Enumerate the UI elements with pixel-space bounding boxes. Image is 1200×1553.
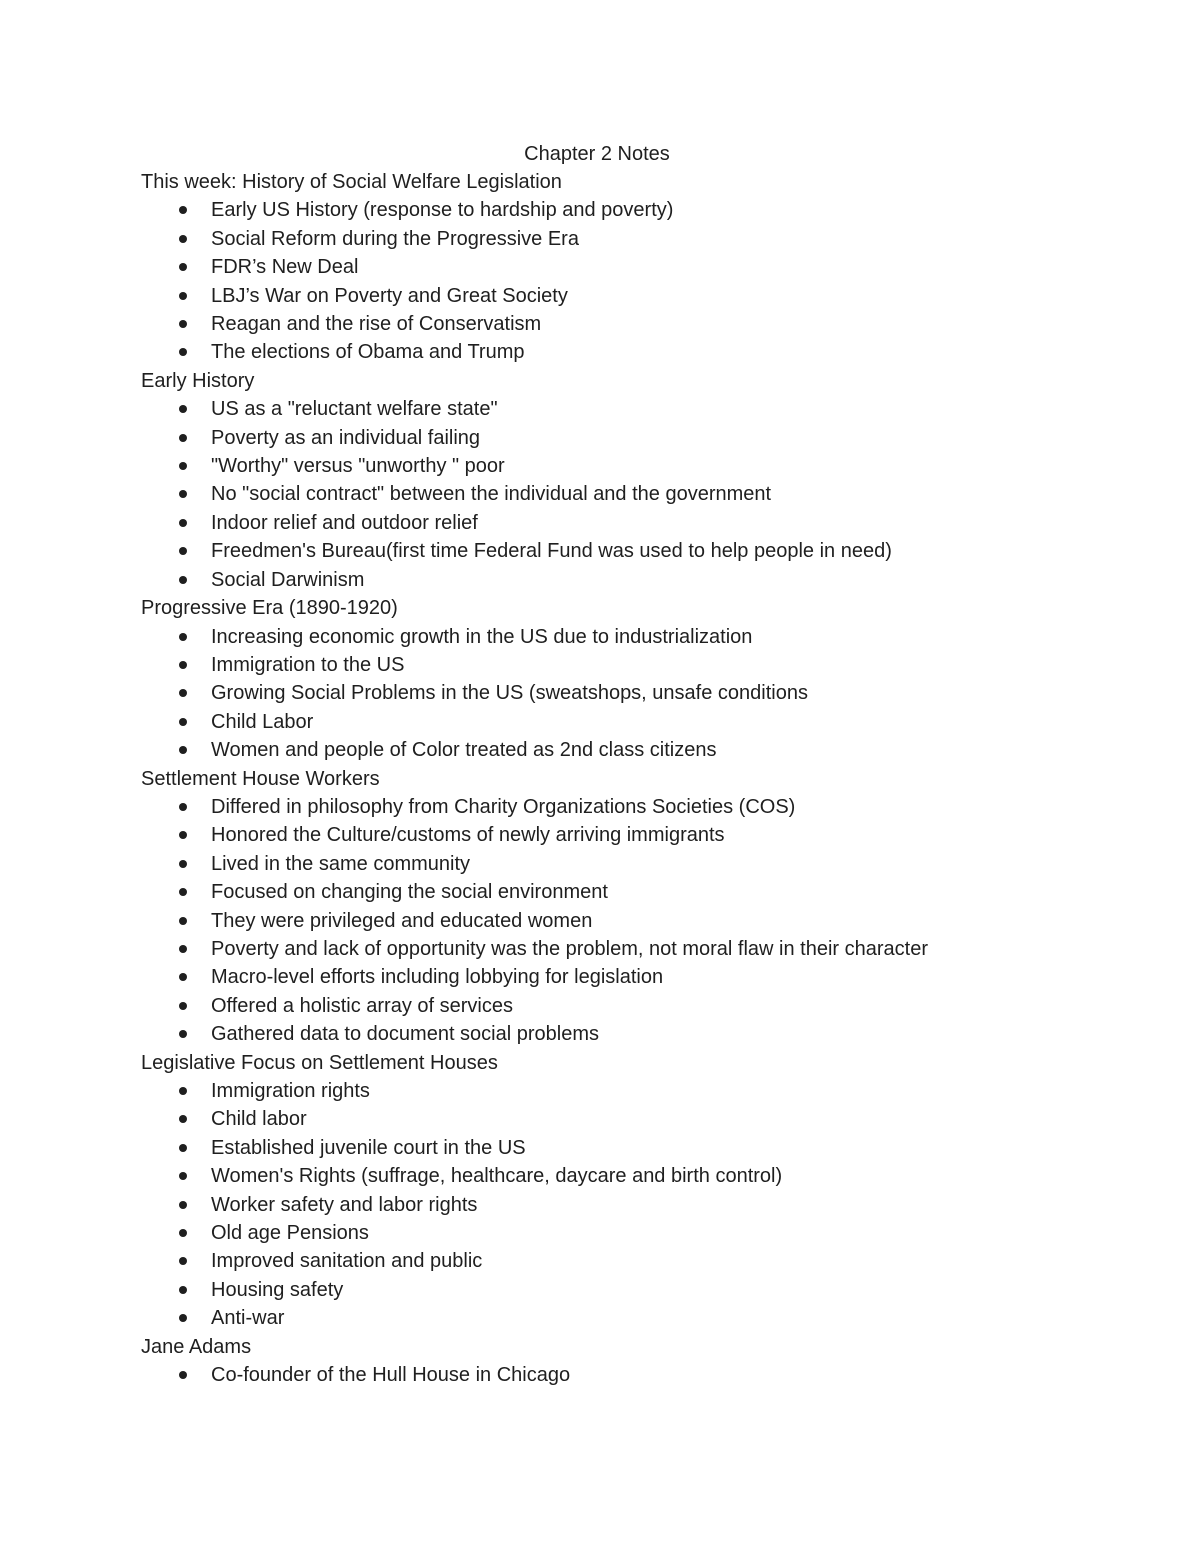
bullet-dot-icon xyxy=(179,576,187,584)
list-item xyxy=(141,679,1141,707)
bullet-dot-icon xyxy=(179,206,187,214)
list-item-text: Improved sanitation and public xyxy=(211,1250,483,1273)
bullet-dot-icon xyxy=(179,1030,187,1038)
section-heading: Settlement House Workers xyxy=(141,767,380,790)
bullet-dot-icon xyxy=(179,1371,187,1379)
bullet-dot-icon xyxy=(179,718,187,726)
list-item xyxy=(141,850,1141,878)
list-item xyxy=(141,1020,1141,1048)
list-item-text: Increasing economic growth in the US due to industrialization xyxy=(211,625,753,648)
bullet-list xyxy=(141,1361,1141,1389)
list-item-text: Immigration to the US xyxy=(211,653,405,676)
list-item-text: Focused on changing the social environment xyxy=(211,881,608,904)
list-item xyxy=(141,480,1141,508)
list-item-text: Honored the Culture/customs of newly arriving immigrants xyxy=(211,824,725,847)
bullet-dot-icon xyxy=(179,1144,187,1152)
bullet-dot-icon xyxy=(179,803,187,811)
list-item-text: Offered a holistic array of services xyxy=(211,994,513,1017)
list-item xyxy=(141,452,1141,480)
bullet-list xyxy=(141,1077,1141,1333)
list-item-text: Co-founder of the Hull House in Chicago xyxy=(211,1364,571,1387)
list-item-text: Old age Pensions xyxy=(211,1222,369,1245)
bullet-dot-icon xyxy=(179,235,187,243)
list-item xyxy=(141,623,1141,651)
section-heading: Early History xyxy=(141,369,255,392)
list-item-text: Women's Rights (suffrage, healthcare, daycare and birth control) xyxy=(211,1165,783,1188)
list-item-text: Growing Social Problems in the US (sweatshops, unsafe conditions xyxy=(211,682,808,705)
section-heading: This week: History of Social Welfare Legislation xyxy=(141,171,562,193)
bullet-dot-icon xyxy=(179,405,187,413)
document-body xyxy=(141,168,1141,1389)
list-item-text: Housing safety xyxy=(211,1278,344,1301)
bullet-dot-icon xyxy=(179,263,187,271)
list-item xyxy=(141,1191,1141,1219)
bullet-dot-icon xyxy=(179,831,187,839)
list-item xyxy=(141,708,1141,736)
bullet-dot-icon xyxy=(179,746,187,754)
list-item xyxy=(141,1077,1141,1105)
list-item xyxy=(141,1361,1141,1389)
bullet-dot-icon xyxy=(179,945,187,953)
list-item-text: Child labor xyxy=(211,1108,307,1131)
list-item-text: Poverty and lack of opportunity was the problem, not moral flaw in their character xyxy=(211,937,929,960)
list-item xyxy=(141,509,1141,537)
bullet-dot-icon xyxy=(179,860,187,868)
bullet-dot-icon xyxy=(179,973,187,981)
bullet-dot-icon xyxy=(179,1002,187,1010)
list-item-text: Indoor relief and outdoor relief xyxy=(211,511,478,534)
list-item xyxy=(141,310,1141,338)
list-item xyxy=(141,1304,1141,1332)
bullet-dot-icon xyxy=(179,917,187,925)
bullet-dot-icon xyxy=(179,348,187,356)
bullet-dot-icon xyxy=(179,462,187,470)
list-item-text: Social Darwinism xyxy=(211,568,365,591)
list-item xyxy=(141,821,1141,849)
bullet-dot-icon xyxy=(179,1286,187,1294)
list-item xyxy=(141,338,1141,366)
list-item-text: The elections of Obama and Trump xyxy=(211,341,525,364)
bullet-dot-icon xyxy=(179,1314,187,1322)
bullet-dot-icon xyxy=(179,1115,187,1123)
list-item-text: Women and people of Color treated as 2nd class citizens xyxy=(211,739,717,762)
bullet-list xyxy=(141,623,1141,765)
list-item-text: Social Reform during the Progressive Era xyxy=(211,227,579,250)
list-item xyxy=(141,1134,1141,1162)
list-item xyxy=(141,1247,1141,1275)
bullet-dot-icon xyxy=(179,547,187,555)
section-heading: Legislative Focus on Settlement Houses xyxy=(141,1051,498,1074)
list-item xyxy=(141,793,1141,821)
bullet-dot-icon xyxy=(179,1087,187,1095)
bullet-dot-icon xyxy=(179,519,187,527)
list-item-text: FDR’s New Deal xyxy=(211,256,359,279)
list-item-text: Worker safety and labor rights xyxy=(211,1193,478,1216)
list-item-text: Immigration rights xyxy=(211,1080,370,1102)
bullet-dot-icon xyxy=(179,633,187,641)
list-item xyxy=(141,907,1141,935)
list-item xyxy=(141,253,1141,281)
list-item xyxy=(141,1105,1141,1133)
list-item xyxy=(141,566,1141,594)
bullet-dot-icon xyxy=(179,1257,187,1265)
bullet-dot-icon xyxy=(179,292,187,300)
bullet-dot-icon xyxy=(179,661,187,669)
list-item xyxy=(141,935,1141,963)
section-heading: Jane Adams xyxy=(141,1335,252,1358)
bullet-list xyxy=(141,395,1141,594)
bullet-dot-icon xyxy=(179,490,187,498)
list-item-text: Freedmen's Bureau(first time Federal Fund was used to help people in need) xyxy=(211,540,892,563)
list-item-text: Anti-war xyxy=(211,1307,285,1330)
list-item-text: They were privileged and educated women xyxy=(211,909,593,932)
bullet-dot-icon xyxy=(179,689,187,697)
list-item xyxy=(141,736,1141,764)
list-item xyxy=(141,225,1141,253)
bullet-list xyxy=(141,196,1141,366)
list-item-text: Established juvenile court in the US xyxy=(211,1136,526,1159)
list-item-text: "Worthy" versus "unworthy " poor xyxy=(211,455,505,478)
list-item xyxy=(141,1219,1141,1247)
list-item-text: LBJ’s War on Poverty and Great Society xyxy=(211,284,568,307)
list-item xyxy=(141,537,1141,565)
list-item xyxy=(141,878,1141,906)
bullet-dot-icon xyxy=(179,320,187,328)
bullet-dot-icon xyxy=(179,434,187,442)
list-item xyxy=(141,992,1141,1020)
list-item-text: Macro-level efforts including lobbying for legislation xyxy=(211,966,664,989)
list-item-text: Lived in the same community xyxy=(211,852,471,875)
list-item xyxy=(141,424,1141,452)
list-item-text: Poverty as an individual failing xyxy=(211,426,481,449)
list-item-text: No "social contract" between the individual and the government xyxy=(211,483,772,506)
list-item-text: Reagan and the rise of Conservatism xyxy=(211,313,542,336)
bullet-dot-icon xyxy=(179,888,187,896)
bullet-list xyxy=(141,793,1141,1049)
document-title: Chapter 2 Notes xyxy=(524,143,670,165)
list-item-text: Early US History (response to hardship and poverty) xyxy=(211,199,674,222)
list-item xyxy=(141,1162,1141,1190)
list-item-text: Gathered data to document social problems xyxy=(211,1023,599,1046)
bullet-dot-icon xyxy=(179,1229,187,1237)
list-item-text: US as a "reluctant welfare state" xyxy=(211,398,498,421)
section-heading: Progressive Era (1890-1920) xyxy=(141,597,398,620)
list-item xyxy=(141,282,1141,310)
list-item xyxy=(141,963,1141,991)
list-item-text: Differed in philosophy from Charity Organizations Societies (COS) xyxy=(211,795,796,818)
list-item xyxy=(141,1276,1141,1304)
bullet-dot-icon xyxy=(179,1172,187,1180)
list-item xyxy=(141,651,1141,679)
bullet-dot-icon xyxy=(179,1201,187,1209)
list-item-text: Child Labor xyxy=(211,710,314,733)
list-item xyxy=(141,196,1141,224)
list-item xyxy=(141,395,1141,423)
